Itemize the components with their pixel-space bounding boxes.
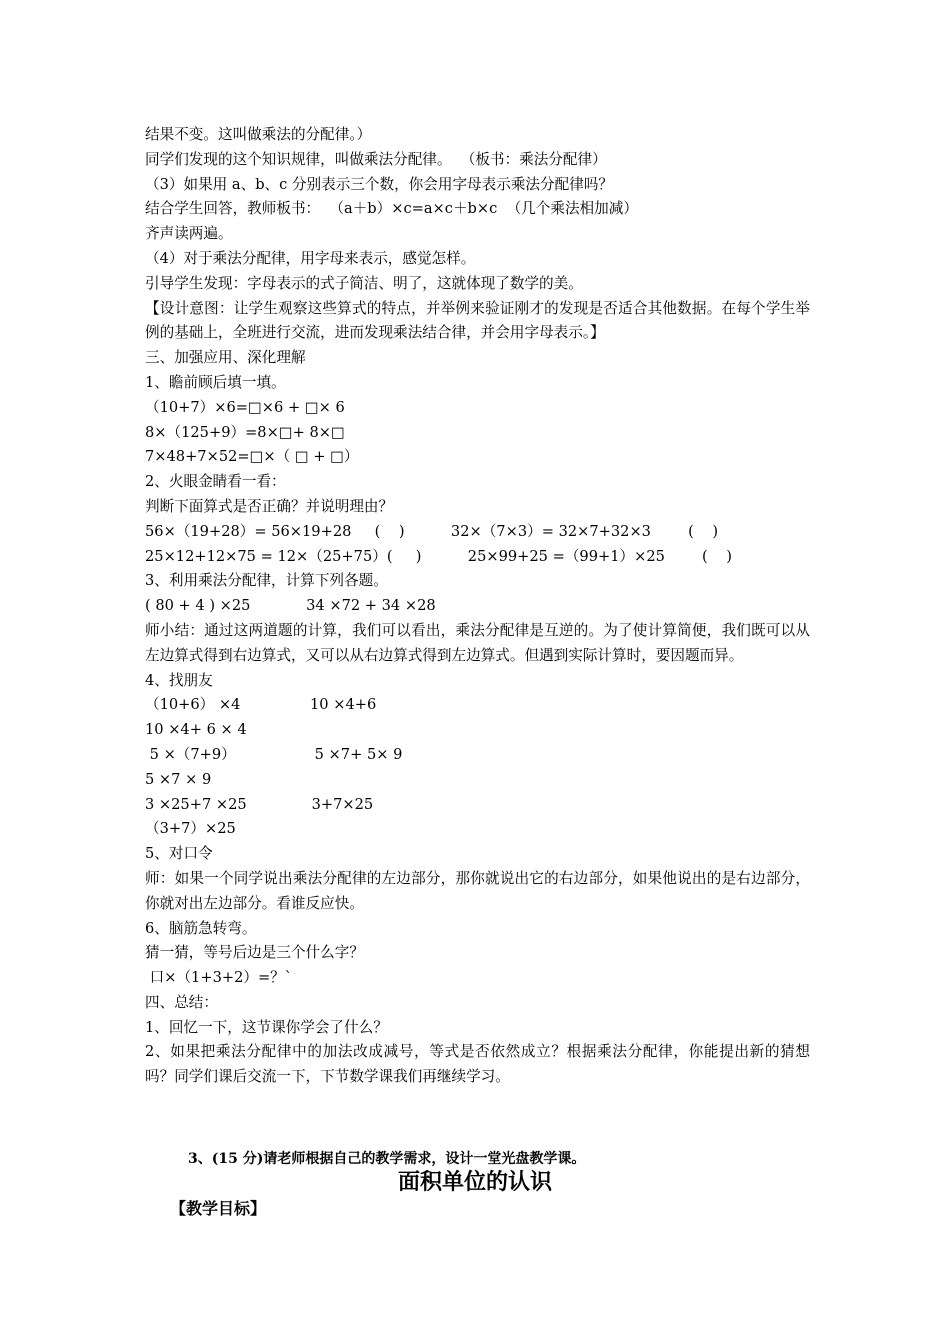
text-line: 结合学生回答，教师板书： （a＋b）×c=a×c＋b×c （几个乘法相加减） xyxy=(145,200,638,218)
exercise-line: 10 ×4+ 6 × 4 xyxy=(145,721,247,739)
text-line: 引导学生发现：字母表示的式子简洁、明了，这就体现了数学的美。 xyxy=(145,274,583,292)
lesson-body xyxy=(145,123,810,1090)
exercise-6-heading: 6、脑筋急转弯。 xyxy=(145,919,257,937)
exercise-line: 口×（1+3+2）=？` xyxy=(145,969,293,987)
exercise-line: 5 ×（7+9） 5 ×7+ 5× 9 xyxy=(145,745,403,763)
exercise-line: 判断下面算式是否正确？并说明理由？ xyxy=(145,497,394,515)
exercise-line: ( 80 + 4 ) ×25 34 ×72 + 34 ×28 xyxy=(145,597,436,615)
teacher-command-paragraph: 师：如果一个同学说出乘法分配律的左边部分，那你就说出它的右边部分，如果他说出的是右边部分，你就对出左边部分。看谁反应快。 xyxy=(145,869,810,912)
teaching-goal-label: 【教学目标】 xyxy=(170,1199,267,1218)
exercise-line: 猜一猜，等号后边是三个什么字？ xyxy=(145,944,364,962)
teacher-summary-paragraph: 师小结：通过这两道题的计算，我们可以看出，乘法分配律是互逆的。为了使计算简便，我们既可以从左边算式得到右边算式，又可以从右边算式得到左边算式。但遇到实际计算时，要因题而异。 xyxy=(145,621,810,664)
exercise-1-heading: 1、瞻前顾后填一填。 xyxy=(145,373,286,391)
question-3: 3、(15 分)请老师根据自己的教学需求，设计一堂光盘教学课。 xyxy=(188,1151,586,1167)
exercise-3-heading: 3、利用乘法分配律，计算下列各题。 xyxy=(145,572,388,590)
lesson-title: 面积单位的认识 xyxy=(397,1169,552,1195)
text-line: （3）如果用 a、b、c 分别表示三个数，你会用字母表示乘法分配律吗？ xyxy=(145,175,614,193)
exercise-line: （10+6） ×4 10 ×4+6 xyxy=(145,696,377,714)
summary-line: 1、回忆一下，这节课你学会了什么？ xyxy=(145,1018,388,1036)
exercise-line: 5 ×7 × 9 xyxy=(145,770,212,788)
exercise-line: （3+7）×25 xyxy=(145,820,236,838)
design-intent-paragraph: 【设计意图：让学生观察这些算式的特点，并举例来验证刚才的发现是否适合其他数据。在每个学生举例的基础上，全班进行交流，进而发现乘法结合律，并会用字母表示。】 xyxy=(145,299,810,342)
exercise-line: 3 ×25+7 ×25 3+7×25 xyxy=(145,795,374,813)
text-line: 同学们发现的这个知识规律，叫做乘法分配律。 （板书：乘法分配律） xyxy=(145,150,607,168)
exercise-2-heading: 2、火眼金睛看一看： xyxy=(145,473,286,491)
exercise-4-heading: 4、找朋友 xyxy=(145,671,213,689)
summary-question-paragraph: 2、如果把乘法分配律中的加法改成减号，等式是否依然成立？根据乘法分配律，你能提出新的猜想吗？同学们课后交流一下，下节数学课我们再继续学习。 xyxy=(145,1043,810,1086)
judgement-line: 56×（19+28）= 56×19+28 ( ) 32×（7×3）= 32×7+32×3 ( ) xyxy=(145,522,719,540)
exercise-5-heading: 5、对口令 xyxy=(145,845,213,863)
judgement-line: 25×12+12×75 = 12×（25+75）( ) 25×99+25 =（99+1）×25 ( ) xyxy=(145,547,732,565)
exercise-line: 8×（125+9）=8×□+ 8×□ xyxy=(145,423,345,441)
section-heading-application: 三、加强应用、深化理解 xyxy=(145,349,306,367)
exercise-line: 7×48+7×52=□×（ □ + □） xyxy=(145,448,359,466)
text-line: 齐声读两遍。 xyxy=(145,225,233,243)
text-line: （4）对于乘法分配律，用字母来表示，感觉怎样。 xyxy=(145,249,476,267)
exercise-line: （10+7）×6=□×6 + □× 6 xyxy=(145,398,345,416)
text-line: 结果不变。这叫做乘法的分配律。） xyxy=(145,126,372,143)
section-heading-summary: 四、总结： xyxy=(145,993,218,1011)
